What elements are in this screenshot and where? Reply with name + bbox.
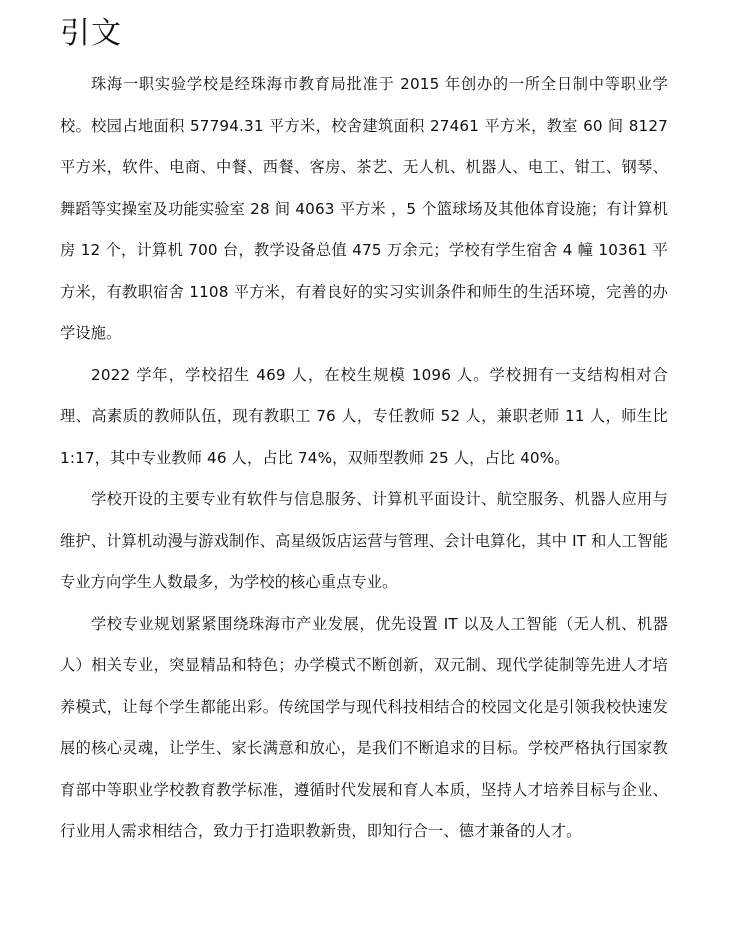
document-page bbox=[60, 12, 668, 853]
paragraph-majors: 学校开设的主要专业有软件与信息服务、计算机平面设计、航空服务、机器人应用与维护、计算机动漫与游戏制作、高星级饭店运营与管理、会计电算化，其中 IT 和人工智能专业方向学生人数最多，为学校的核心重点专业。 bbox=[60, 490, 668, 591]
paragraph-school-overview: 珠海一职实验学校是经珠海市教育局批准于 2015 年创办的一所全日制中等职业学校。校园占地面积 57794.31 平方米，校舍建筑面积 27461 平方米，教室 60 间 8127 平方米，软件、电商、中餐、西餐、客房、茶艺、无人机、机器人、电工、钳工、钢琴、舞蹈等实操室及功能实验室 28 间 4063 平方米 ，5 个篮球场及其他体育设施；有计算机房 12 个，计算机 700 台，教学设备总值 475 万余元；学校有学生宿舍 4 幢 10361 平方米，有教职宿舍 1108 平方米，有着良好的实习实训条件和师生的生活环境，完善的办学设施。 bbox=[60, 75, 668, 342]
paragraph-planning-culture: 学校专业规划紧紧围绕珠海市产业发展，优先设置 IT 以及人工智能（无人机、机器人）相关专业，突显精品和特色；办学模式不断创新，双元制、现代学徒制等先进人才培养模式，让每个学生都能出彩。传统国学与现代科技相结合的校园文化是引领我校快速发展的核心灵魂，让学生、家长满意和放心，是我们不断追求的目标。学校严格执行国家教育部中等职业学校教育教学标准，遵循时代发展和育人本质，坚持人才培养目标与企业、行业用人需求相结合，致力于打造职教新贵，即知行合一、德才兼备的人才。 bbox=[60, 614, 668, 840]
page-title: 引文 bbox=[60, 16, 122, 51]
paragraph-enrollment-staff: 2022 学年，学校招生 469 人，在校生规模 1096 人。学校拥有一支结构相对合理、高素质的教师队伍，现有教职工 76 人，专任教师 52 人，兼职老师 11 人，师生比 1:17，其中专业教师 46 人，占比 74%，双师型教师 25 人，占比 40%。 bbox=[60, 365, 668, 467]
